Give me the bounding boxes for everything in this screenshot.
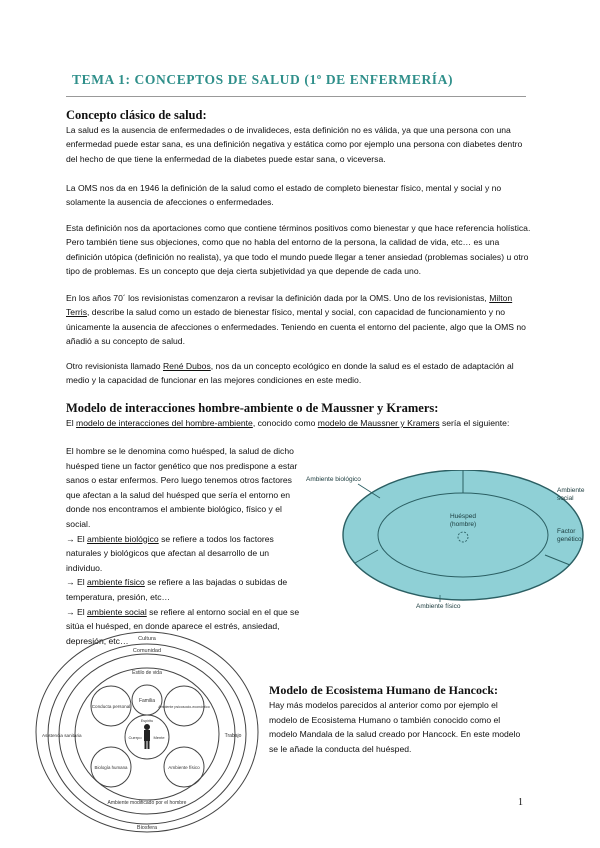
paragraph-definicion-clasica: La salud es la ausencia de enfermedades o de invalideces, esta definición no es válida, ya que una persona con una enfermedad puede estar sana, es una definición negativa y estática como por ejemplo una persona con diabetes dentro del hecho de que tiene la enfermedad de la diabetes puede estar sana, o viceversa. — [66, 125, 523, 164]
text: , describe la salud como un estado de bienestar físico, mental y social, con capacidad de funcionamiento y no únicamente la ausencia de afecciones o enfermedades. Teniendo en cuenta el entorno del paciente, algo que la OMS no añadió a su concepto de salud. — [66, 307, 526, 347]
label-hombre: (hombre) — [449, 521, 477, 528]
label-cuerpo: Cuerpo — [128, 735, 142, 740]
text: se refiere a las bajadas o subidas de temperatura, presión, etc… — [66, 577, 288, 602]
label-ambiente-fisico: Ambiente físico — [168, 765, 200, 770]
paragraph-rene-dubos — [66, 359, 532, 388]
paragraph-hancock: Hay más modelos parecidos al anterior como por ejemplo el modelo de Ecosistema Humano o también conocido como el modelo Mandala de la salud creado por Hancock. En este modelo se le añade la conducta del huésped. — [269, 700, 521, 754]
heading-hancock: Modelo de Ecosistema Humano de Hancock: — [269, 683, 498, 697]
heading-concepto-clasico: Concepto clásico de salud: — [66, 108, 207, 122]
fig1-label-ambiente-social: Ambiente social — [557, 487, 585, 502]
text: se refiere a todos los factores naturales y biológicos que afectan al desarrollo de un individuo. — [66, 533, 274, 573]
left-column-text — [66, 444, 306, 648]
text: , nos da un concepto ecológico en donde la salud es el estado de adaptación al medio y la capacidad de funcionar en las mejores condiciones en este medio. — [66, 361, 514, 386]
text: sería el siguiente: — [441, 418, 510, 428]
label-huesped: Huésped — [449, 513, 477, 520]
label-familia: Familia — [138, 698, 156, 704]
label-asistencia: Asistencia sanitaria — [42, 733, 82, 738]
label-psicosocio: Ambiente psicosocio-económico — [158, 705, 210, 709]
text: El — [66, 418, 74, 428]
label-espiritu: Espíritu — [140, 719, 154, 723]
bullet-ambiente-biologico — [66, 532, 306, 576]
text: se refiere al entorno social en el que se sitúa el huésped, en donde aparece el estrés, ansiedad, depresión, etc… — [66, 606, 300, 646]
label-estilo-vida: Estilo de vida — [132, 670, 162, 676]
paragraph-oms: La OMS nos da en 1946 la definición de la salud como el estado de completo bienestar físico, mental y social y no solamente la ausencia de afecciones o enfermedades. — [66, 183, 502, 208]
text: En los años 70´ los revisionistas comenzaron a revisar la definición dada por la OMS. Uno de los revisionistas, — [66, 293, 487, 303]
heading-modelo-maussner: Modelo de interacciones hombre-ambiente o de Maussner y Kramers: — [66, 401, 439, 415]
maussner-kramers-diagram — [300, 470, 600, 610]
link-rene-dubos[interactable]: René Dubos — [162, 361, 211, 371]
text: → El — [66, 606, 85, 617]
fig1-label-factor-genetico: Factor genético — [557, 528, 582, 543]
label-cultura: Cultura — [138, 636, 156, 642]
title-divider — [66, 96, 526, 97]
bullet-ambiente-fisico — [66, 575, 306, 604]
link-modelo-interacciones[interactable]: modelo de interacciones del hombre-ambiente — [76, 418, 253, 428]
link-ambiente-biologico[interactable]: ambiente biológico — [87, 533, 159, 544]
text: → El — [66, 577, 85, 588]
hancock-mandala-diagram — [34, 630, 260, 835]
label-ambiente-modificado: Ambiente modificado por el hombre — [107, 800, 187, 806]
person-icon — [144, 724, 150, 749]
text: , conocido como — [252, 418, 316, 428]
page-number: 1 — [518, 797, 523, 808]
label-biologia: Biología humana — [94, 765, 128, 770]
page-title: TEMA 1: CONCEPTOS DE SALUD (1º DE ENFERMERÍA) — [72, 72, 454, 87]
fig1-label-ambiente-fisico: Ambiente físico — [416, 603, 461, 610]
text: Otro revisionista llamado — [66, 361, 161, 371]
text: → El — [66, 533, 85, 544]
fig1-label-ambiente-biologico: Ambiente biológico — [306, 476, 361, 483]
label-mente: Mente — [153, 735, 165, 740]
link-ambiente-social[interactable]: ambiente social — [87, 606, 147, 617]
link-modelo-maussner[interactable]: modelo de Maussner y Kramers — [317, 418, 440, 428]
label-conducta: Conducta personal — [91, 704, 131, 709]
paragraph-aportaciones: Esta definición nos da aportaciones como que contiene términos positivos como bienestar y que hace referencia holística. Pero también tiene sus objeciones, como que no habla del entorno de la persona, la calidad de vida, etc… es una definición utópica (definición no realista), ya que todo el mundo puede llegar a tener ansiedad (problemas sociales) u otro tipo de problemas. Es un concepto que deja cierta subjetividad ya que depende de cada uno. — [66, 223, 531, 277]
paragraph-huesped: El hombre se le denomina como huésped, la salud de dicho huésped tiene un factor genético que nos predispone a estar sanos o estar enfermos. Pero luego tenemos otros factores que afectan a la salud del huésped que sería el entorno en donde nos encontramos el ambiente biológico, físico y el social. — [66, 446, 298, 529]
link-ambiente-fisico[interactable]: ambiente físico — [87, 577, 145, 588]
label-comunidad: Comunidad — [132, 648, 162, 654]
label-biosfera: Biosfera — [136, 825, 158, 831]
paragraph-revisionistas — [66, 291, 532, 349]
paragraph-modelo-intro — [66, 416, 532, 430]
label-trabajo: Trabajo — [224, 733, 242, 739]
link-milton-terris[interactable]: Milton Terris — [66, 293, 513, 318]
